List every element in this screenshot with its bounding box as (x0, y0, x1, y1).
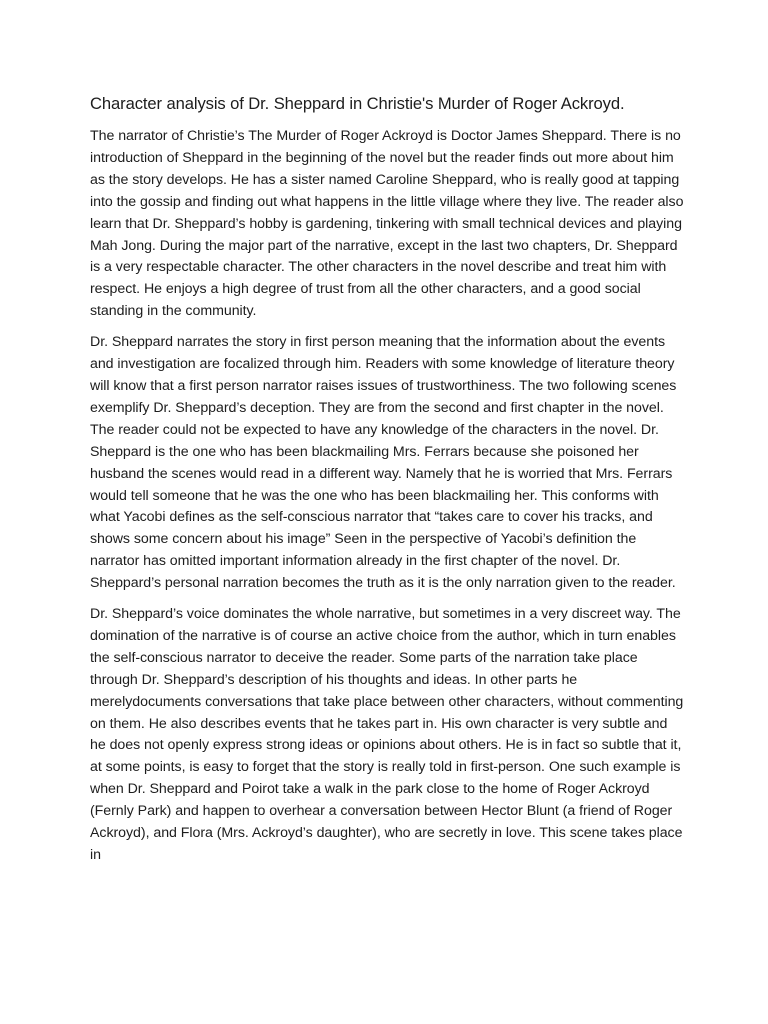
document-page (90, 93, 684, 876)
paragraph-3: Dr. Sheppard’s voice dominates the whole narrative, but sometimes in a very discreet way. The domination of the narrative is of course an active choice from the author, which in turn enables the self-conscious narrator to deceive the reader. Some parts of the narration take place through Dr. Sheppard’s description of his thoughts and ideas. In other parts he merelydocuments conversations that take place between other characters, without commenting on them. He also describes events that he takes part in. His own character is very subtle and he does not openly express strong ideas or opinions about others. He is in fact so subtle that it, at some points, is easy to forget that the story is really told in first-person. One such example is when Dr. Sheppard and Poirot take a walk in the park close to the home of Roger Ackroyd (Fernly Park) and happen to overhear a conversation between Hector Blunt (a friend of Roger Ackroyd), and Flora (Mrs. Ackroyd’s daughter), who are secretly in love. This scene takes place in (90, 606, 684, 863)
document-title: Character analysis of Dr. Sheppard in Christie's Murder of Roger Ackroyd. (90, 94, 625, 113)
paragraph-2: Dr. Sheppard narrates the story in first person meaning that the information about the events and investigation are focalized through him. Readers with some knowledge of literature theory will know that a first person narrator raises issues of trustworthiness. The two following scenes exemplify Dr. Sheppard’s deception. They are from the second and first chapter in the novel. The reader could not be expected to have any knowledge of the characters in the novel. Dr. Sheppard is the one who has been blackmailing Mrs. Ferrars because she poisoned her husband the scenes would read in a different way. Namely that he is worried that Mrs. Ferrars would tell someone that he was the one who has been blackmailing her. This conforms with what Yacobi defines as the self-conscious narrator that “takes care to cover his tracks, and shows some concern about his image” Seen in the perspective of Yacobi’s definition the narrator has omitted important information already in the first chapter of the novel. Dr. Sheppard’s personal narration becomes the truth as it is the only narration given to the reader. (90, 334, 677, 592)
paragraph-1: The narrator of Christie’s The Murder of Roger Ackroyd is Doctor James Sheppard. There is no introduction of Sheppard in the beginning of the novel but the reader finds out more about him as the story develops. He has a sister named Caroline Sheppard, who is really good at tapping into the gossip and finding out what happens in the little village where they live. The reader also learn that Dr. Sheppard’s hobby is gardening, tinkering with small technical devices and playing Mah Jong. During the major part of the narrative, except in the last two chapters, Dr. Sheppard is a very respectable character. The other characters in the novel describe and treat him with respect. He enjoys a high degree of trust from all the other characters, and a good social standing in the community. (90, 128, 684, 320)
